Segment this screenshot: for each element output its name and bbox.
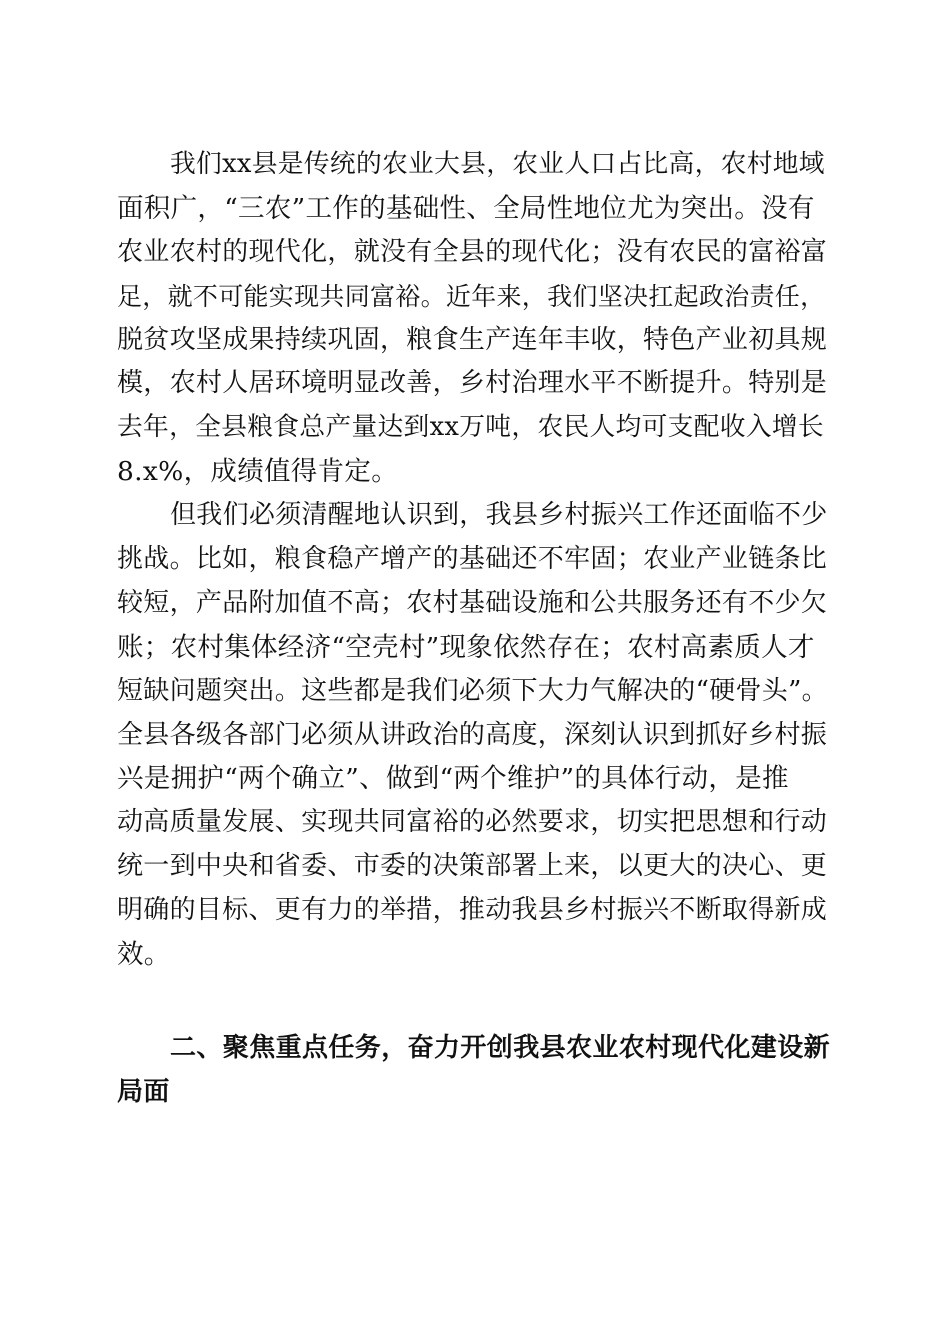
paragraph-2-line-11: 效。	[117, 939, 171, 971]
paragraph-2-line-8: 动高质量发展、实现共同富裕的必然要求，切实把思想和行动	[117, 807, 828, 838]
paragraph-2-line-9: 统一到中央和省委、市委的决策部署上来，以更大的决心、更	[117, 851, 828, 882]
paragraph-2-line-4: 账；农村集体经济“空壳村”现象依然存在；农村高素质人才	[117, 631, 815, 663]
paragraph-2-line-1: 但我们必须清醒地认识到，我县乡村振兴工作还面临不少	[170, 500, 828, 531]
paragraph-1-line-1: 我们xx县是传统的农业大县，农业人口占比高，农村地域	[170, 149, 825, 179]
paragraph-2-line-2: 挑战。比如，粮食稳产增产的基础还不牢固；农业产业链条比	[117, 544, 828, 575]
body-text	[117, 143, 829, 977]
paragraph-1-line-5: 脱贫攻坚成果持续巩固，粮食生产连年丰收，特色产业初具规	[117, 324, 828, 355]
section-heading-line-1: 二、聚焦重点任务，奋力开创我县农业农村现代化建设新	[170, 1033, 831, 1063]
section-heading	[117, 1026, 837, 1114]
paragraph-2-line-3: 较短，产品附加值不高；农村基础设施和公共服务还有不少欠	[117, 587, 828, 618]
paragraph-2-line-5: 短缺问题突出。这些都是我们必须下大力气解决的“硬骨头”。	[117, 675, 828, 706]
paragraph-2-line-7: 兴是拥护“两个确立”、做到“两个维护”的具体行动，是推	[117, 763, 789, 795]
paragraph-1-line-6: 模，农村人居环境明显改善，乡村治理水平不断提升。特别是	[117, 368, 828, 399]
paragraph-1-line-2: 面积广，“三农”工作的基础性、全局性地位尤为突出。没有	[117, 192, 815, 224]
paragraph-1-line-8: 8.x%，成绩值得肯定。	[117, 456, 399, 488]
paragraph-1-line-3: 农业农村的现代化，就没有全县的现代化；没有农民的富裕富	[117, 236, 828, 267]
paragraph-2-line-6: 全县各级各部门必须从讲政治的高度，深刻认识到抓好乡村振	[117, 719, 828, 750]
paragraph-1-line-7: 去年，全县粮食总产量达到xx万吨，农民人均可支配收入增长	[117, 412, 824, 443]
paragraph-2-line-10: 明确的目标、更有力的举措，推动我县乡村振兴不断取得新成	[117, 895, 828, 926]
paragraph-1-line-4: 足，就不可能实现共同富裕。近年来，我们坚决扛起政治责任，	[117, 281, 826, 311]
section-heading-line-2: 局面	[117, 1077, 170, 1107]
